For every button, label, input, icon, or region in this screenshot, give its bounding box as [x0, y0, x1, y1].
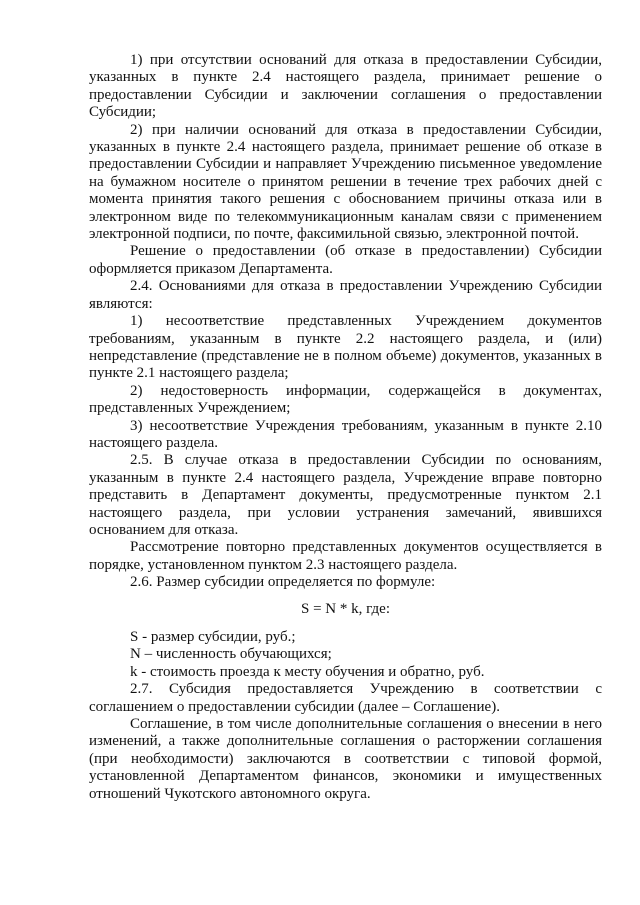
- formula: S = N * k, где:: [301, 600, 390, 617]
- paragraph-2-4-item-3: 3) несоответствие Учреждения требованиям, указанным в пункте 2.10 настоящего раздела.: [89, 417, 602, 451]
- paragraph-2-7: 2.7. Субсидия предоставляется Учреждению в соответствии с соглашением о предоставлении субсидии (далее – Соглашение).: [89, 681, 602, 715]
- definition-n: N – численность обучающихся;: [130, 646, 332, 663]
- paragraph-resubmission: Рассмотрение повторно представленных документов осуществляется в порядке, установленном пунктом 2.3 настоящего раздела.: [89, 539, 602, 573]
- paragraph-2-4-heading: 2.4. Основаниями для отказа в предоставлении Учреждению Субсидии являются:: [89, 278, 602, 312]
- paragraph-2-6: 2.6. Размер субсидии определяется по формуле:: [130, 574, 436, 591]
- definition-k: k - стоимость проезда к месту обучения и обратно, руб.: [130, 663, 485, 680]
- paragraph-1-decision-grant: 1) при отсутствии оснований для отказа в предоставлении Субсидии, указанных в пункте 2.4 настоящего раздела, принимает решение о предоставлении Субсидии и заключении соглашения о предоставлении Субсидии;: [89, 52, 602, 121]
- document-page: [89, 52, 602, 803]
- paragraph-2-decision-refusal: 2) при наличии оснований для отказа в предоставлении Субсидии, указанных в пункте 2.4 настоящего раздела, принимает решение об отказе в предоставлении Субсидии и направляет Учреждению письменное уведомление на бумажном носителе о принятом решении в течение трех рабочих дней с момента принятия такого решения с обоснованием причины отказа или в электронном виде по телекоммуникационным каналам связи с применением электронной подписи, по почте, факсимильной связью, электронной почтой.: [89, 121, 602, 243]
- paragraph-decision-order: Решение о предоставлении (об отказе в предоставлении) Субсидии оформляется приказом Департамента.: [89, 243, 602, 277]
- paragraph-2-4-item-1: 1) несоответствие представленных Учреждением документов требованиям, указанным в пункте 2.2 настоящего раздела, и (или) непредставление (представление не в полном объеме) документов, указанных в пункте 2.1 настоящего раздела;: [89, 313, 602, 382]
- paragraph-2-5: 2.5. В случае отказа в предоставлении Субсидии по основаниям, указанным в пункте 2.4 настоящего раздела, Учреждение вправе повторно представить в Департамент документы, предусмотренные пунктом 2.1 настоящего раздела, при условии устранения замечаний, явившихся основанием для отказа.: [89, 452, 602, 538]
- paragraph-agreement: Соглашение, в том числе дополнительные соглашения о внесении в него изменений, а также дополнительные соглашения о расторжении соглашения (при необходимости) заключаются в соответствии с типовой формой, установленной Департаментом финансов, экономики и имущественных отношений Чукотского автономного округа.: [89, 716, 602, 802]
- definition-s: S - размер субсидии, руб.;: [130, 629, 296, 645]
- paragraph-2-4-item-2: 2) недостоверность информации, содержащейся в документах, представленных Учреждением;: [89, 382, 602, 417]
